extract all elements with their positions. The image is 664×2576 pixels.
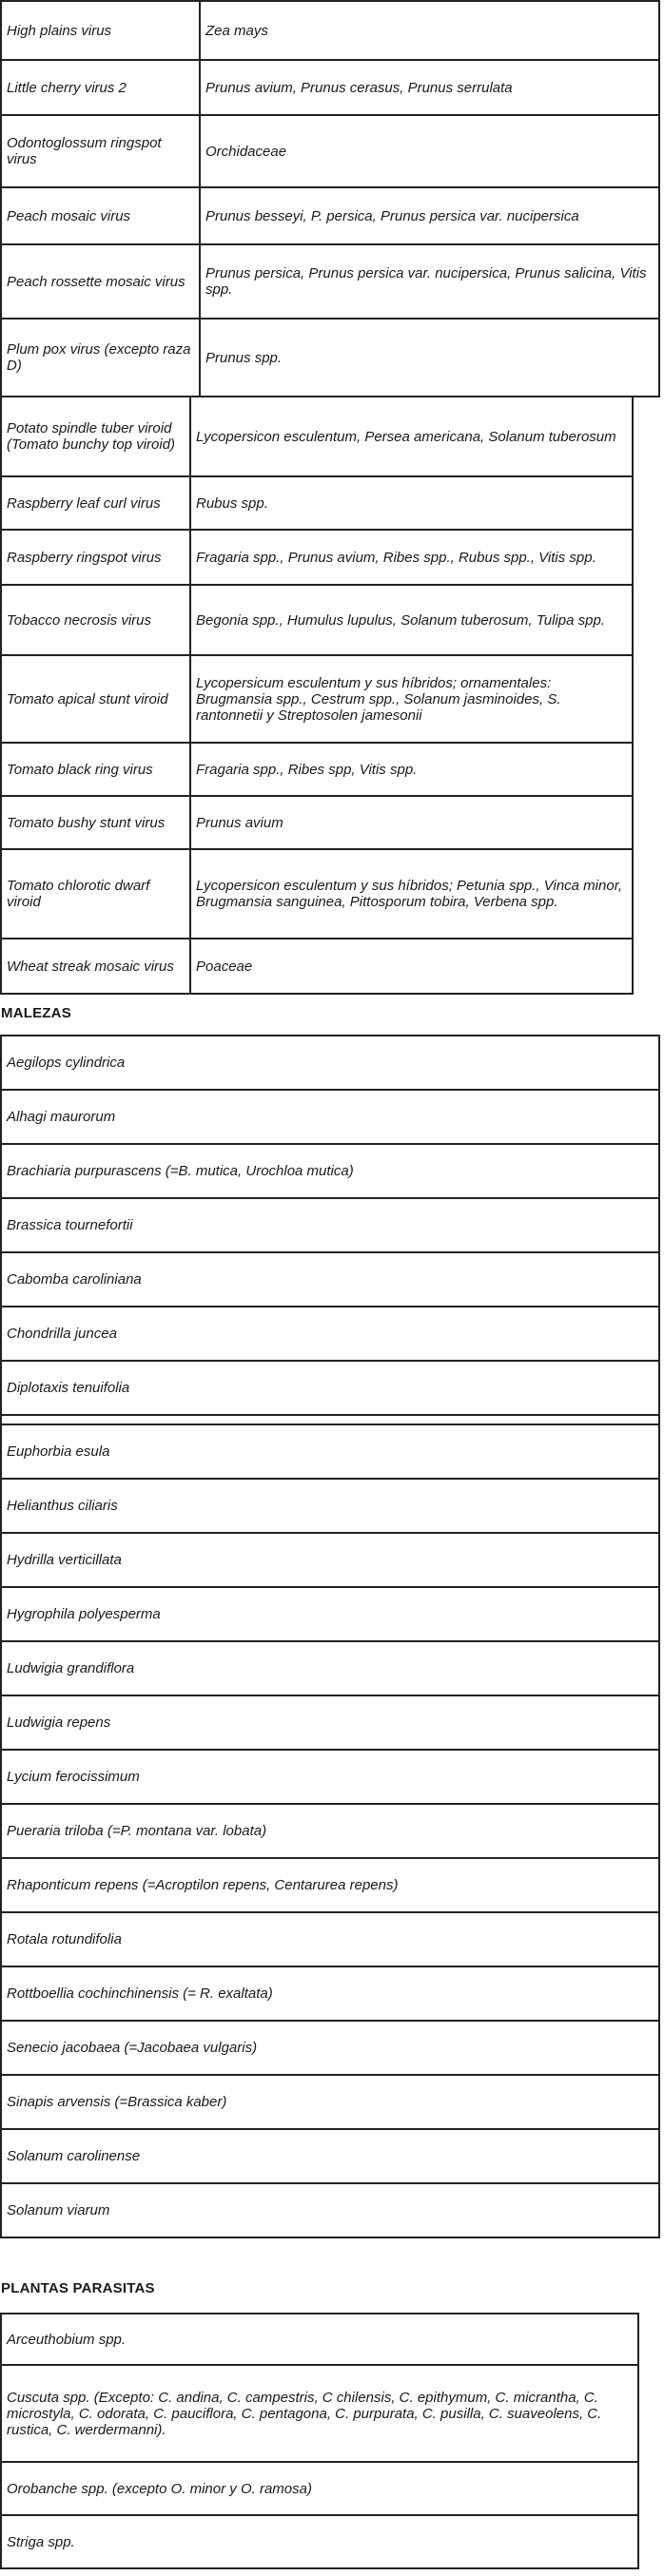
table-row bbox=[1, 796, 633, 849]
weed-cell: Alhagi maurorum bbox=[1, 1090, 659, 1144]
virus-name-cell: Odontoglossum ringspot virus bbox=[1, 115, 200, 187]
table-row bbox=[1, 1750, 659, 1804]
host-cell: Prunus spp. bbox=[200, 319, 659, 397]
host-cell: Rubus spp. bbox=[190, 476, 633, 530]
table-row bbox=[1, 2183, 659, 2237]
table-row bbox=[1, 1144, 659, 1198]
host-cell: Prunus persica, Prunus persica var. nucipersica, Prunus salicina, Vitis spp. bbox=[200, 244, 659, 319]
weed-cell: Senecio jacobaea (=Jacobaea vulgaris) bbox=[1, 2021, 659, 2075]
weed-cell: Rhaponticum repens (=Acroptilon repens, Centarurea repens) bbox=[1, 1858, 659, 1912]
weed-cell: Solanum viarum bbox=[1, 2183, 659, 2237]
table-row bbox=[1, 319, 659, 397]
table-row bbox=[1, 655, 633, 743]
table-row bbox=[1, 1, 659, 60]
table-row bbox=[1, 1533, 659, 1587]
table-row bbox=[1, 115, 659, 187]
table-row bbox=[1, 1966, 659, 2021]
table-row bbox=[1, 1424, 659, 1479]
host-cell: Prunus avium bbox=[190, 796, 633, 849]
weed-cell: Hygrophila polyesperma bbox=[1, 1587, 659, 1641]
table-row bbox=[1, 244, 659, 319]
weed-cell: Rottboellia cochinchinensis (= R. exaltata) bbox=[1, 1966, 659, 2021]
weed-cell: Brachiaria purpurascens (=B. mutica, Urochloa mutica) bbox=[1, 1144, 659, 1198]
malezas-table bbox=[0, 1035, 660, 2238]
table-row bbox=[1, 849, 633, 939]
table-row bbox=[1, 187, 659, 244]
table-row bbox=[1, 2515, 638, 2568]
virus-name-cell: Tomato black ring virus bbox=[1, 743, 190, 796]
table-row bbox=[1, 1695, 659, 1750]
weed-cell: Helianthus ciliaris bbox=[1, 1479, 659, 1533]
virus-name-cell: Raspberry ringspot virus bbox=[1, 530, 190, 585]
weed-cell: Euphorbia esula bbox=[1, 1424, 659, 1479]
table-row bbox=[1, 1036, 659, 1090]
weed-cell: Hydrilla verticillata bbox=[1, 1533, 659, 1587]
virus-name-cell: Peach rossette mosaic virus bbox=[1, 244, 200, 319]
host-cell: Poaceae bbox=[190, 939, 633, 994]
parasite-cell: Striga spp. bbox=[1, 2515, 638, 2568]
virus-name-cell: Tobacco necrosis virus bbox=[1, 585, 190, 655]
table-row bbox=[1, 2462, 638, 2515]
host-cell: Zea mays bbox=[200, 1, 659, 60]
parasite-cell: Arceuthobium spp. bbox=[1, 2314, 638, 2365]
table-row bbox=[1, 1804, 659, 1858]
table-row bbox=[1, 2021, 659, 2075]
plantas-parasitas-table bbox=[0, 2313, 639, 2569]
table-row bbox=[1, 1252, 659, 1307]
host-cell: Lycopersicum esculentum y sus híbridos; ornamentales: Brugmansia spp., Cestrum spp., Solanum jasminoides, S. rantonnetii y Streptosolen jamesonii bbox=[190, 655, 633, 743]
malezas-heading: MALEZAS bbox=[1, 1005, 71, 1021]
divider-cell bbox=[1, 1415, 659, 1424]
weed-cell: Rotala rotundifolia bbox=[1, 1912, 659, 1966]
host-cell: Lycopersicon esculentum, Persea americana, Solanum tuberosum bbox=[190, 397, 633, 476]
table-divider-row bbox=[1, 1415, 659, 1424]
host-cell: Orchidaceae bbox=[200, 115, 659, 187]
weed-cell: Pueraria triloba (=P. montana var. lobata) bbox=[1, 1804, 659, 1858]
table-row bbox=[1, 1090, 659, 1144]
table-row bbox=[1, 743, 633, 796]
virus-name-cell: Raspberry leaf curl virus bbox=[1, 476, 190, 530]
host-cell: Fragaria spp., Prunus avium, Ribes spp., Rubus spp., Vitis spp. bbox=[190, 530, 633, 585]
parasite-cell: Orobanche spp. (excepto O. minor y O. ramosa) bbox=[1, 2462, 638, 2515]
virus-name-cell: Tomato bushy stunt virus bbox=[1, 796, 190, 849]
table-row bbox=[1, 1912, 659, 1966]
weed-cell: Ludwigia grandiflora bbox=[1, 1641, 659, 1695]
weed-cell: Diplotaxis tenuifolia bbox=[1, 1361, 659, 1415]
table-row bbox=[1, 1479, 659, 1533]
table-row bbox=[1, 1641, 659, 1695]
weed-cell: Sinapis arvensis (=Brassica kaber) bbox=[1, 2075, 659, 2129]
virus-name-cell: Potato spindle tuber viroid (Tomato bunchy top viroid) bbox=[1, 397, 190, 476]
table-row bbox=[1, 2129, 659, 2183]
table-row bbox=[1, 530, 633, 585]
virus-name-cell: Tomato apical stunt viroid bbox=[1, 655, 190, 743]
table-row bbox=[1, 1587, 659, 1641]
virus-name-cell: Little cherry virus 2 bbox=[1, 60, 200, 115]
table-row bbox=[1, 1307, 659, 1361]
host-cell: Begonia spp., Humulus lupulus, Solanum tuberosum, Tulipa spp. bbox=[190, 585, 633, 655]
table-row bbox=[1, 939, 633, 994]
table-row bbox=[1, 2365, 638, 2462]
virus-host-table-continued bbox=[0, 0, 660, 397]
weed-cell: Cabomba caroliniana bbox=[1, 1252, 659, 1307]
virus-name-cell: Wheat streak mosaic virus bbox=[1, 939, 190, 994]
table-row bbox=[1, 60, 659, 115]
virus-name-cell: Peach mosaic virus bbox=[1, 187, 200, 244]
plantas-parasitas-heading: PLANTAS PARASITAS bbox=[1, 2280, 155, 2296]
table-row bbox=[1, 476, 633, 530]
host-cell: Fragaria spp., Ribes spp, Vitis spp. bbox=[190, 743, 633, 796]
host-cell: Prunus avium, Prunus cerasus, Prunus serrulata bbox=[200, 60, 659, 115]
host-cell: Lycopersicon esculentum y sus híbridos; Petunia spp., Vinca minor, Brugmansia sanguinea, Pittosporum tobira, Verbena spp. bbox=[190, 849, 633, 939]
weed-cell: Lycium ferocissimum bbox=[1, 1750, 659, 1804]
table-row bbox=[1, 1361, 659, 1415]
weed-cell: Chondrilla juncea bbox=[1, 1307, 659, 1361]
table-row bbox=[1, 585, 633, 655]
table-row bbox=[1, 397, 633, 476]
virus-host-table bbox=[0, 396, 634, 995]
host-cell: Prunus besseyi, P. persica, Prunus persica var. nucipersica bbox=[200, 187, 659, 244]
weed-cell: Solanum carolinense bbox=[1, 2129, 659, 2183]
virus-name-cell: Plum pox virus (excepto raza D) bbox=[1, 319, 200, 397]
parasite-cell: Cuscuta spp. (Excepto: C. andina, C. campestris, C chilensis, C. epithymum, C. micrantha, C. microstyla, C. odorata, C. pauciflora, C. pentagona, C. purpurata, C. pusilla, C. suaveolens, C. rustica, C. werdermanni). bbox=[1, 2365, 638, 2462]
table-row bbox=[1, 1858, 659, 1912]
table-row bbox=[1, 2314, 638, 2365]
weed-cell: Brassica tournefortii bbox=[1, 1198, 659, 1252]
table-row bbox=[1, 1198, 659, 1252]
weed-cell: Ludwigia repens bbox=[1, 1695, 659, 1750]
table-row bbox=[1, 2075, 659, 2129]
virus-name-cell: Tomato chlorotic dwarf viroid bbox=[1, 849, 190, 939]
virus-name-cell: High plains virus bbox=[1, 1, 200, 60]
weed-cell: Aegilops cylindrica bbox=[1, 1036, 659, 1090]
